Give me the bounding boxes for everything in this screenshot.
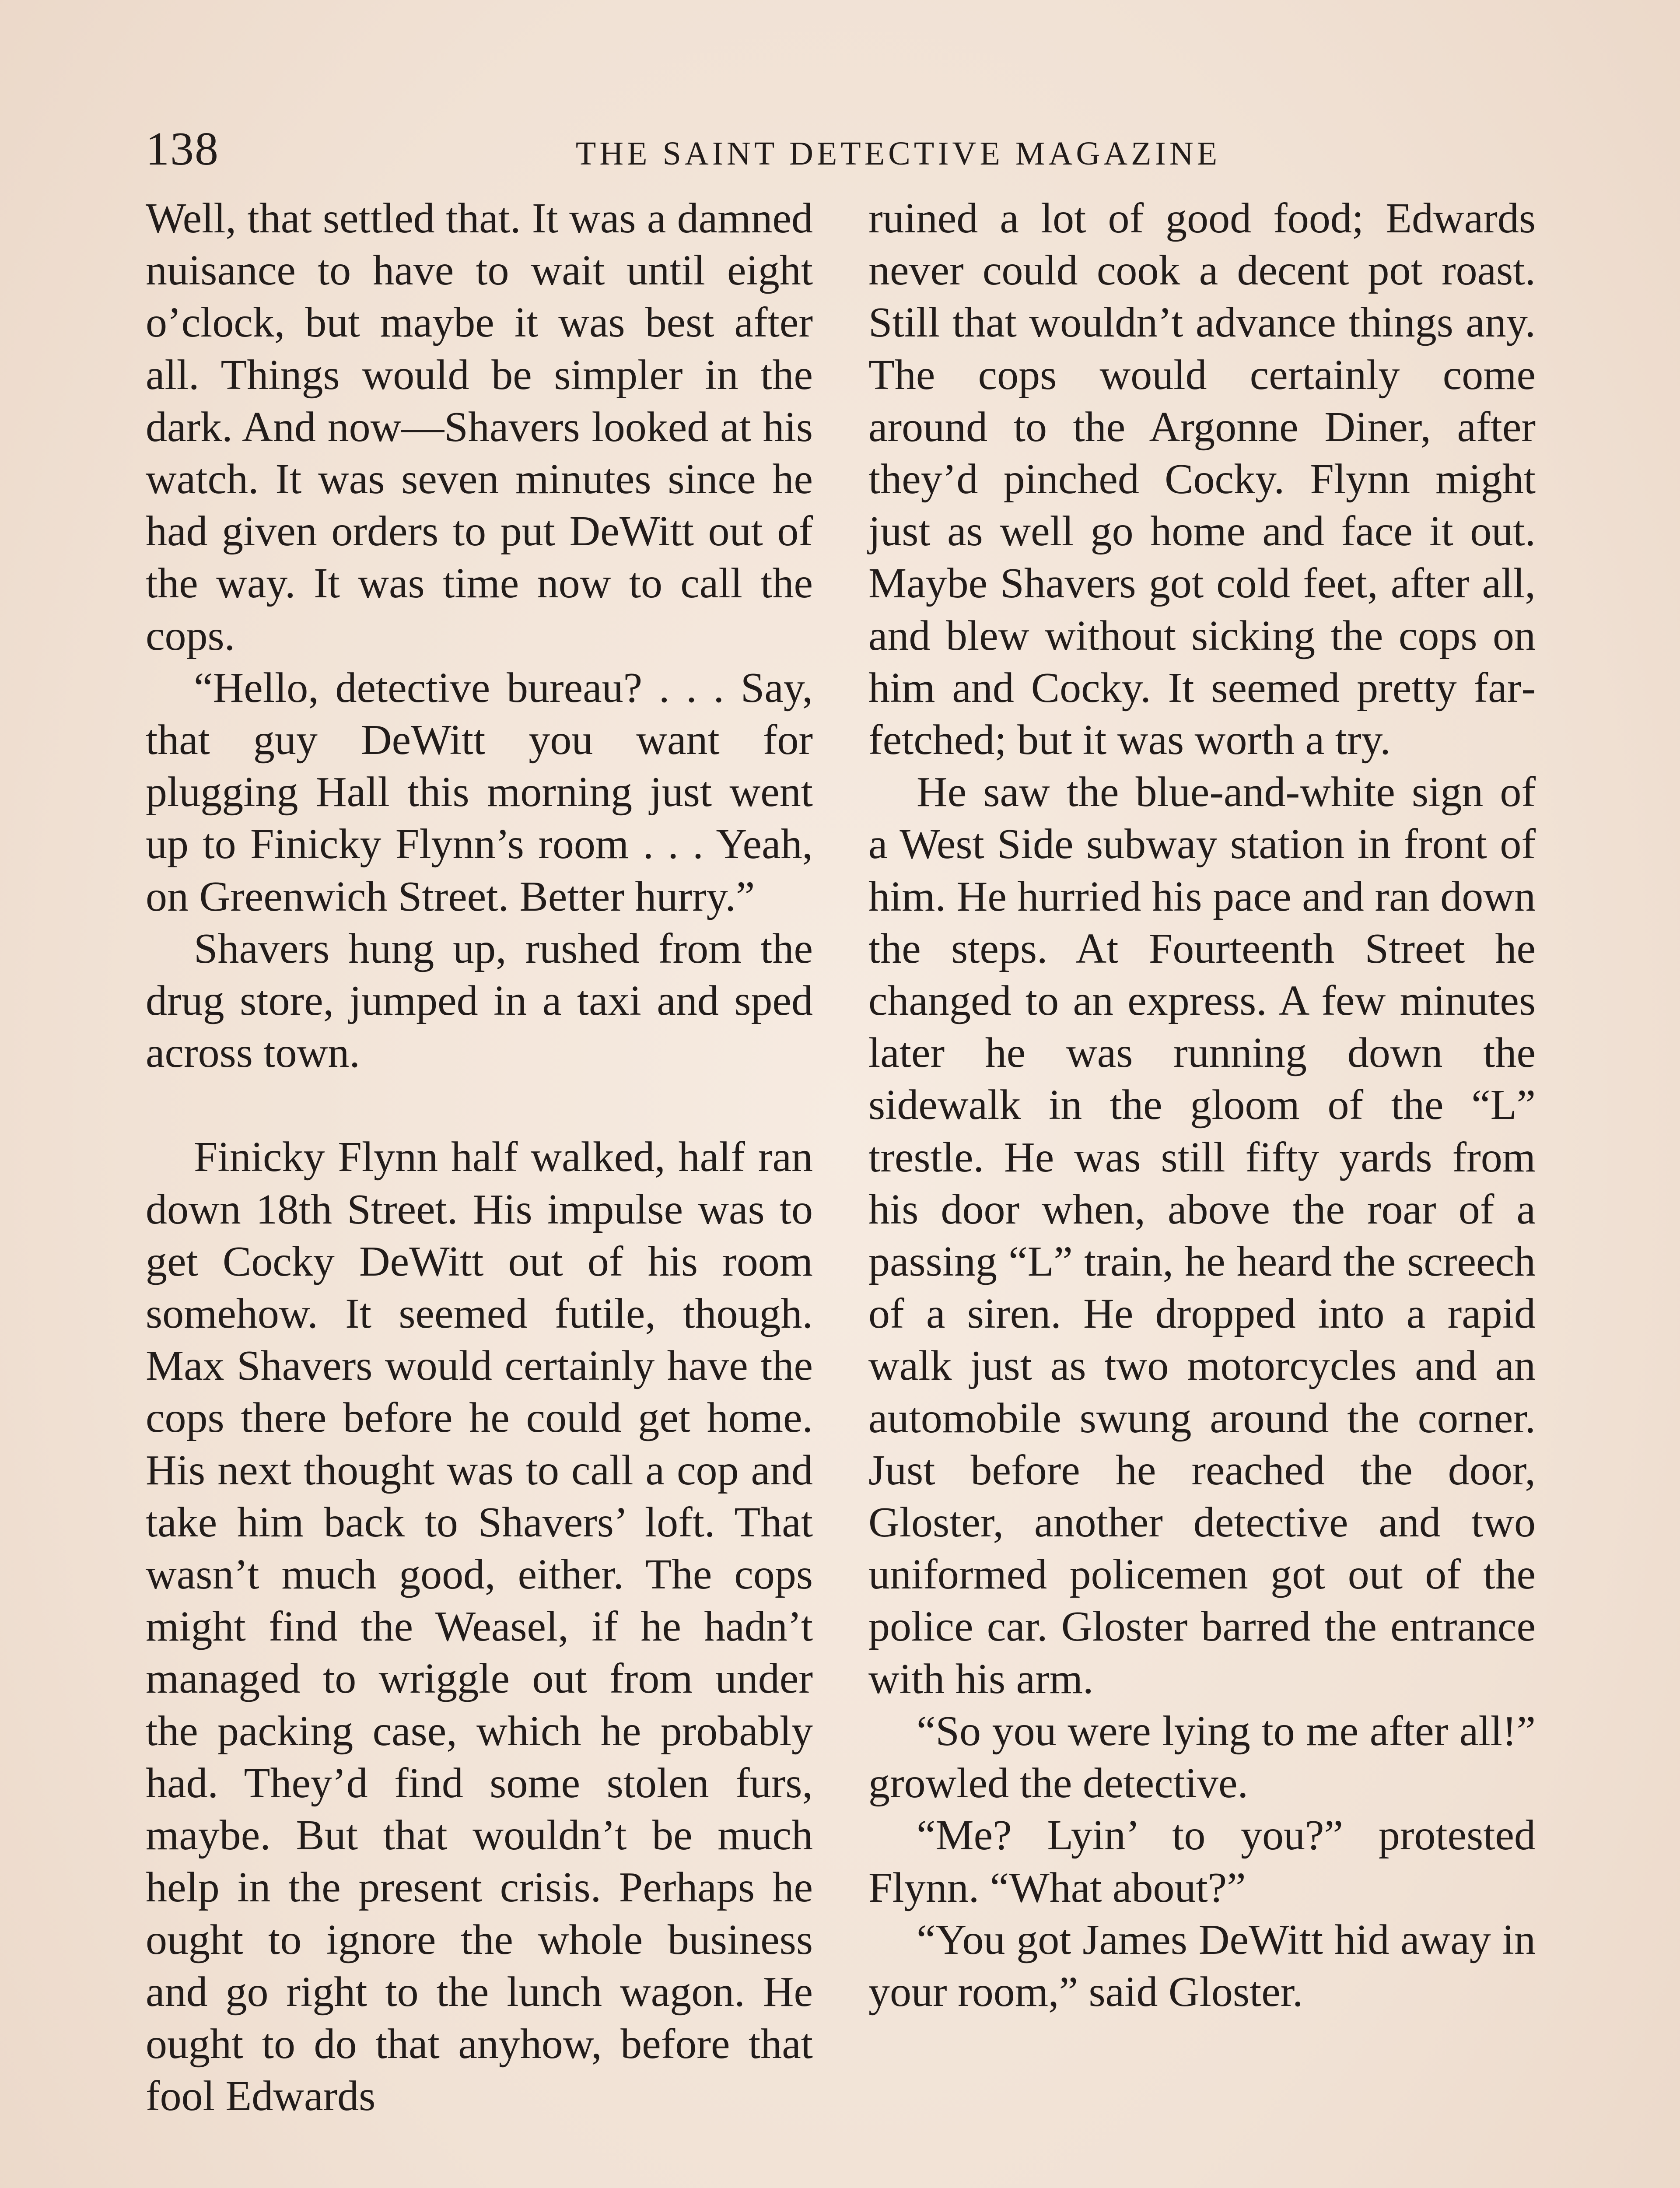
- running-title: THE SAINT DETECTIVE MAGAZINE: [575, 135, 1221, 172]
- paragraph: Finicky Flynn half walked, half ran down 18th Street. His impulse was to get Cocky DeWitt out of his room somehow. It seemed futile, though. Max Shavers would certainly have the cops there before he could get home. His next thought was to call a cop and take him back to Shavers’ loft. That wasn’t much good, either. The cops might find the Weasel, if he hadn’t managed to wriggle out from under the packing case, which he probably had. They’d find some stolen furs, maybe. But that wouldn’t be much help in the present crisis. Perhaps he ought to ignore the whole business and go right to the lunch wagon. He ought to do that anyhow, before that fool Edwards: [146, 1133, 813, 2120]
- left-column: [146, 193, 813, 2122]
- right-column: [868, 193, 1536, 2018]
- paragraph: Shavers hung up, rushed from the drug store, jumped in a taxi and sped across town.: [146, 925, 813, 1077]
- paragraph: “So you were lying to me after all!” growled the detective.: [868, 1707, 1536, 1807]
- page-number: 138: [146, 123, 219, 175]
- paragraph: “Hello, detective bureau? . . . Say, that guy DeWitt you want for plugging Hall this morning just went up to Finicky Flynn’s room . . . Yeah, on Greenwich Street. Better hurry.”: [146, 664, 813, 920]
- page-header: [146, 122, 1537, 179]
- paragraph: He saw the blue-and-white sign of a West Side subway station in front of him. He hurried his pace and ran down the steps. At Fourteenth Street he changed to an express. A few minutes later he was running down the sidewalk in the gloom of the “L” trestle. He was still fifty yards from his door when, above the roar of a passing “L” train, he heard the screech of a siren. He dropped into a rapid walk just as two motorcycles and an automobile swung around the corner. Just before he reached the door, Gloster, another detective and two uniformed policemen got out of the police car. Gloster barred the entrance with his arm.: [868, 768, 1536, 1703]
- paragraph: “Me? Lyin’ to you?” protested Flynn. “What about?”: [868, 1812, 1536, 1911]
- paragraph: “You got James DeWitt hid away in your room,” said Gloster.: [868, 1916, 1536, 2016]
- paragraph: Well, that settled that. It was a damned nuisance to have to wait until eight o’clock, but maybe it was best after all. Things would be simpler in the dark. And now—Shavers looked at his watch. It was seven minutes since he had given orders to put DeWitt out of the way. It was time now to call the cops.: [146, 195, 813, 659]
- paragraph: ruined a lot of good food; Edwards never could cook a decent pot roast. Still that wouldn’t advance things any. The cops would certainly come around to the Argonne Diner, after they’d pinched Cocky. Flynn might just as well go home and face it out. Maybe Shavers got cold feet, after all, and blew without sicking the cops on him and Cocky. It seemed pretty farfetched; but it was worth a try.: [868, 195, 1536, 764]
